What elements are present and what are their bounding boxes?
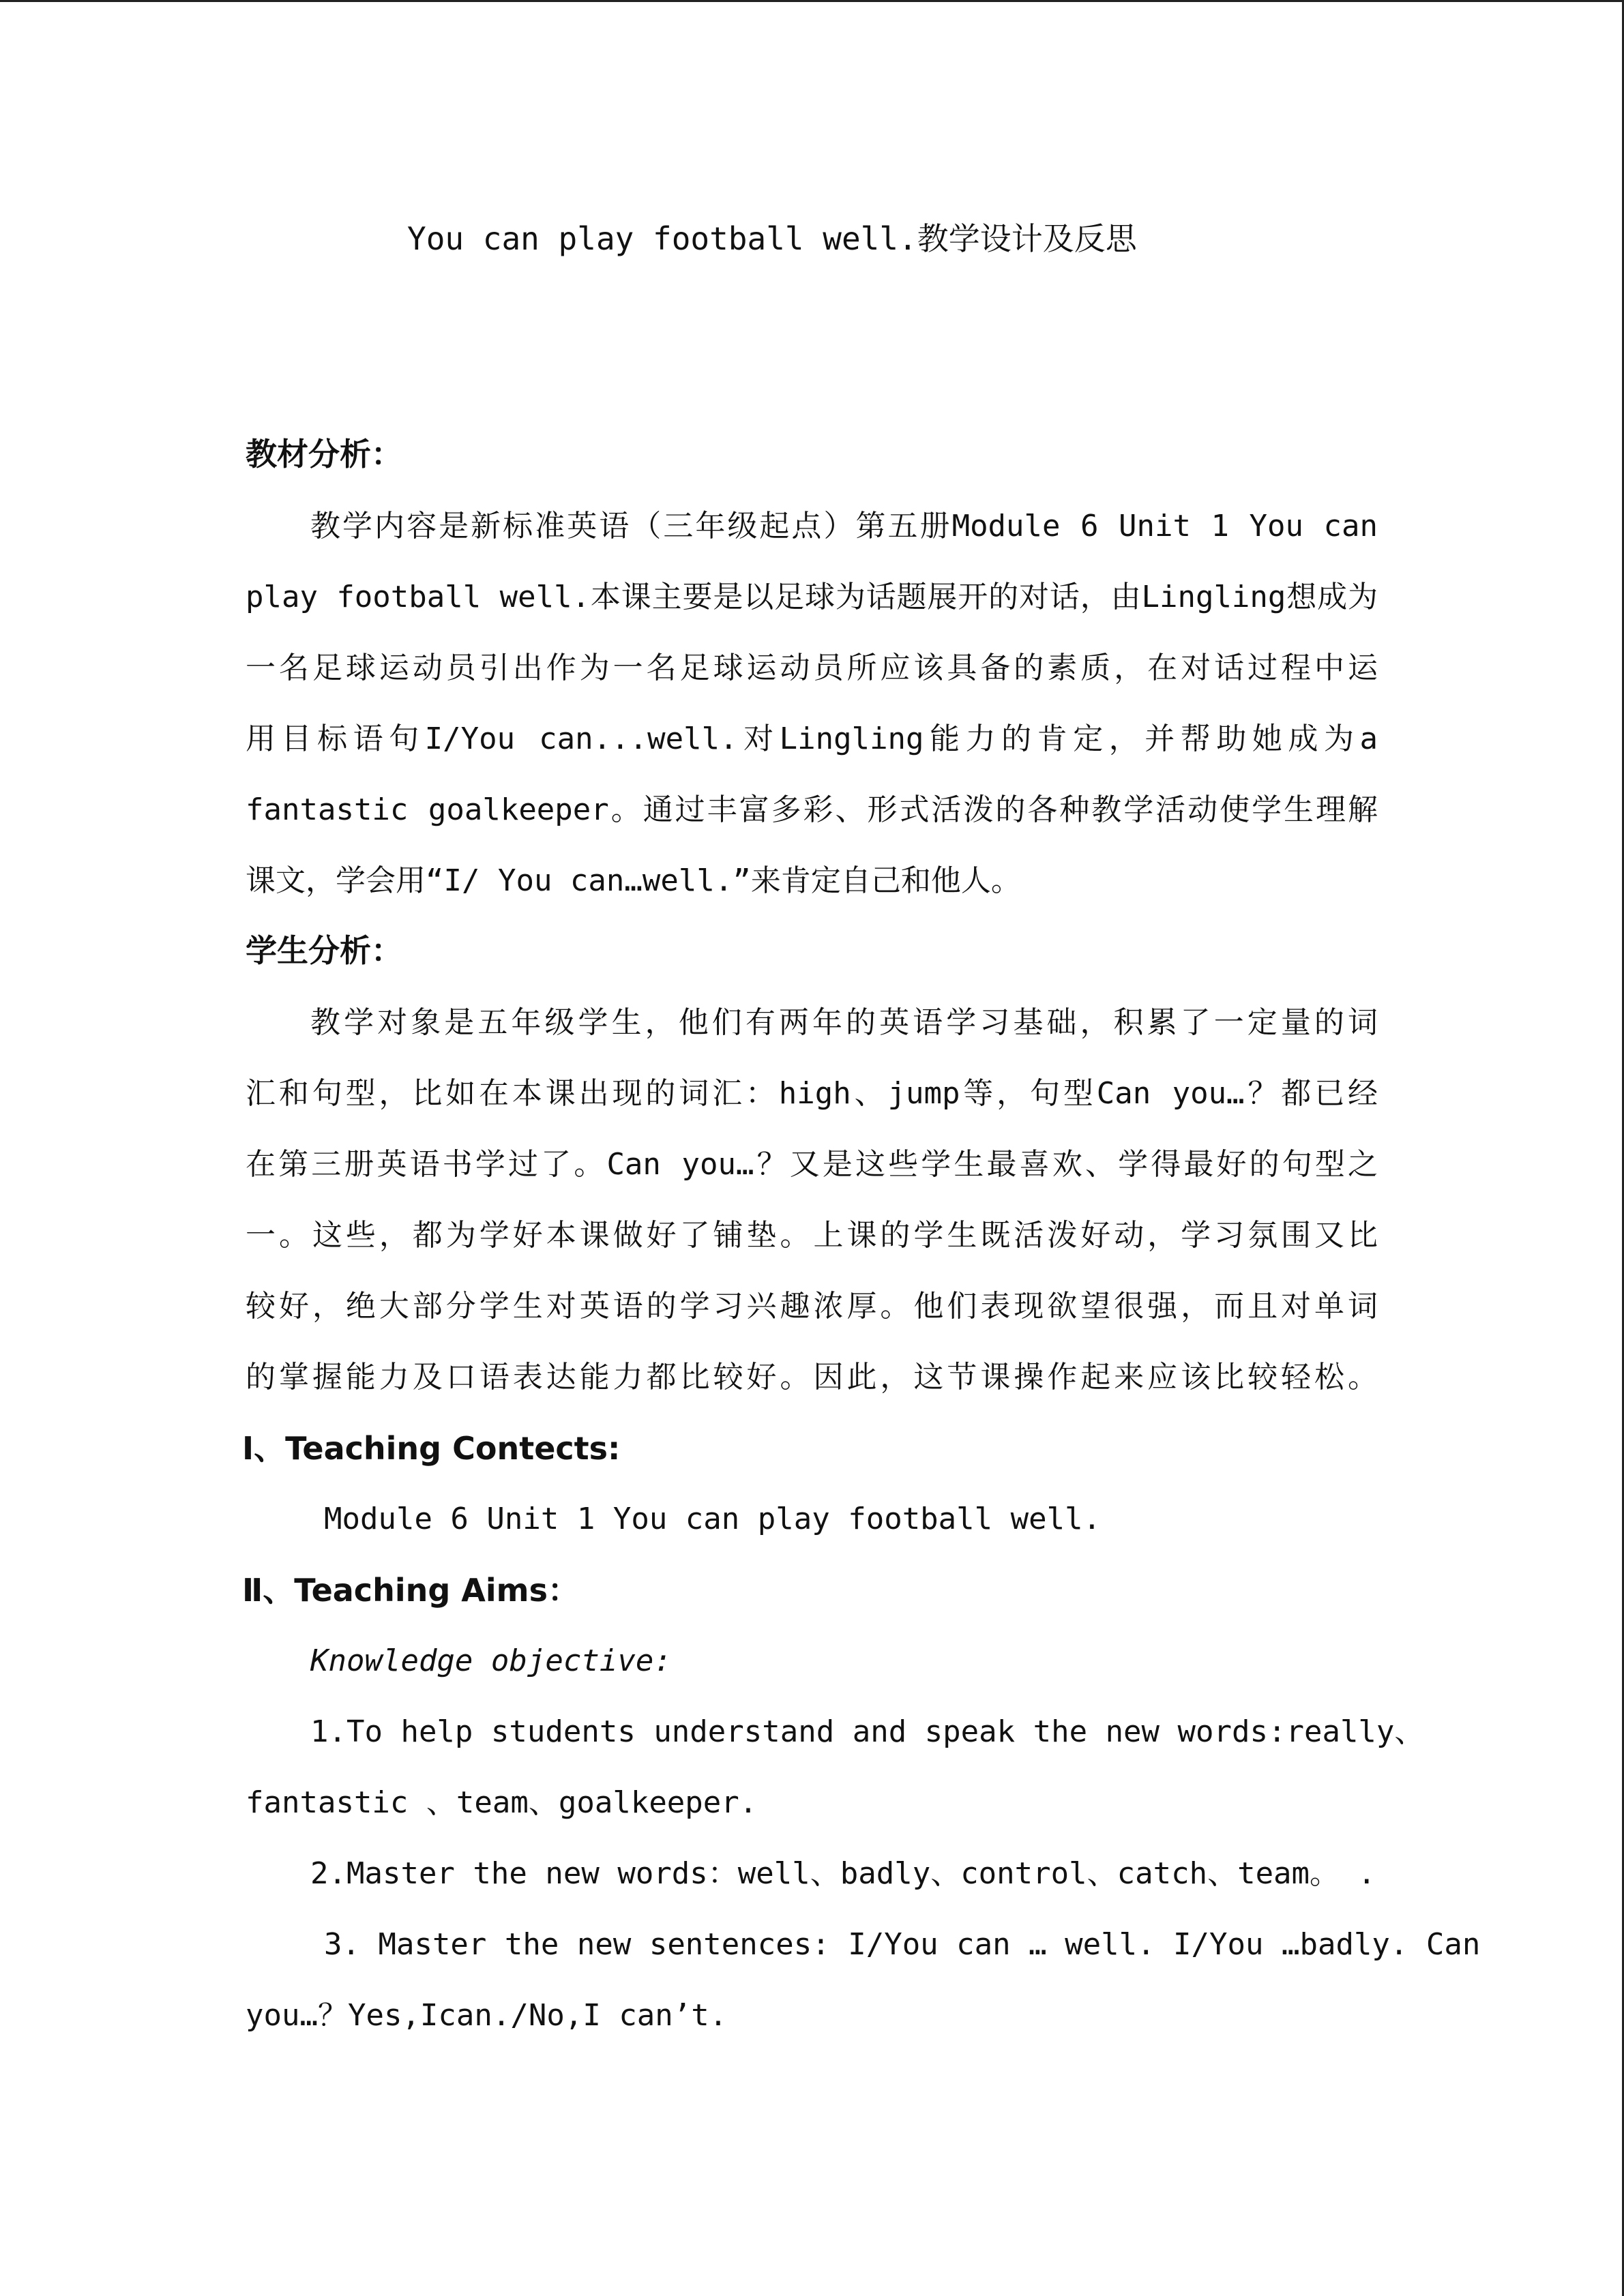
subheading-knowledge-objective: Knowledge objective:: [310, 1643, 672, 1678]
paragraph-line: 一。这些，都为学好本课做好了铺垫。上课的学生既活泼好动，学习氛围又比: [246, 1218, 1378, 1253]
paragraph-line: 2.Master the new words：well、badly、control、catch、team。 .: [310, 1856, 1376, 1891]
paragraph-line: 的掌握能力及口语表达能力都比较好。因此，这节课操作起来应该比较轻松。: [246, 1360, 1378, 1395]
paragraph-line: play football well.本课主要是以足球为话题展开的对话，由Lingling想成为: [246, 580, 1378, 614]
paragraph-line: fantastic 、team、goalkeeper.: [246, 1785, 758, 1820]
paragraph-line: 3. Master the new sentences: I/You can … well. I/You …badly. Can: [324, 1927, 1481, 1962]
paragraph-line: 教学内容是新标准英语（三年级起点）第五册Module 6 Unit 1 You can: [310, 509, 1378, 543]
paragraph-line: 在第三册英语书学过了。Can you…？又是这些学生最喜欢、学得最好的句型之: [246, 1147, 1378, 1182]
paragraph-line: 用目标语句I/You can...well.对Lingling能力的肯定，并帮助她成为a: [246, 721, 1378, 756]
paragraph-line: 1.To help students understand and speak the new words:really、: [310, 1714, 1425, 1749]
paragraph-line: fantastic goalkeeper。通过丰富多彩、形式活泼的各种教学活动使学生理解: [246, 792, 1378, 827]
section-heading-textbook-analysis: 教材分析：: [246, 436, 402, 473]
top-border-line: [0, 0, 1624, 2]
paragraph-line: 教学对象是五年级学生，他们有两年的英语学习基础，积累了一定量的词: [310, 1005, 1378, 1040]
section-heading-teaching-contents: Ⅰ、Teaching Contects:: [242, 1430, 621, 1467]
paragraph-line: you…？Yes,Ican./No,I can’t.: [246, 1998, 728, 2033]
paragraph-line: 较好，绝大部分学生对英语的学习兴趣浓厚。他们表现欲望很强，而且对单词: [246, 1289, 1378, 1324]
document-title: You can play football well.教学设计及反思: [407, 220, 1137, 257]
section-heading-student-analysis: 学生分析：: [246, 932, 402, 969]
paragraph-line: 一名足球运动员引出作为一名足球运动员所应该具备的素质，在对话过程中运: [246, 651, 1378, 685]
paragraph-line: Module 6 Unit 1 You can play football well.: [324, 1502, 1102, 1536]
paragraph-line: 课文，学会用“I/ You can…well.”来肯定自己和他人。: [246, 863, 1021, 898]
paragraph-line: 汇和句型，比如在本课出现的词汇：high、jump等，句型Can you…？都已经: [246, 1076, 1378, 1111]
section-heading-teaching-aims: Ⅱ、Teaching Aims：: [242, 1572, 579, 1609]
